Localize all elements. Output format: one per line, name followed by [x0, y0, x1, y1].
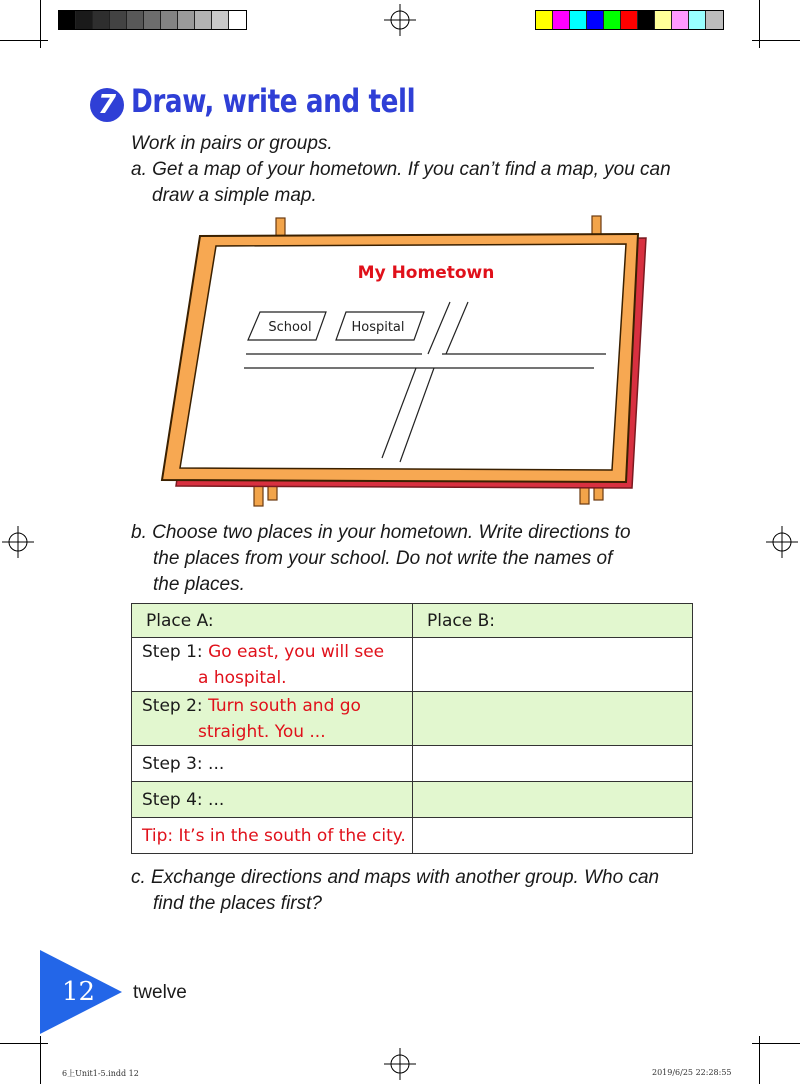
step-2-text-line1: Turn south and go — [208, 695, 361, 716]
color-swatch — [638, 11, 655, 29]
grayscale-color-bar — [58, 10, 247, 30]
color-swatch — [229, 11, 246, 29]
color-swatch — [604, 11, 621, 29]
color-swatch — [93, 11, 110, 29]
part-b-line3: the places. — [153, 574, 245, 595]
step-3-cell: Step 3: ... — [132, 746, 413, 782]
color-swatch — [689, 11, 706, 29]
tip-cell: Tip: It’s in the south of the city. — [132, 818, 413, 854]
part-b-line2: the places from your school. Do not write the names of — [153, 548, 613, 569]
color-swatch — [672, 11, 689, 29]
slug-timestamp: 2019/6/25 22:28:55 — [652, 1068, 732, 1077]
place-b-tip-cell[interactable] — [413, 818, 693, 854]
place-b-step-4-cell[interactable] — [413, 782, 693, 818]
step-2-cell — [132, 692, 413, 746]
color-swatch — [127, 11, 144, 29]
table-row — [132, 692, 693, 746]
school-label: School — [268, 320, 312, 335]
hometown-map-illustration — [150, 212, 660, 514]
table-row — [132, 782, 693, 818]
part-b-line1: b. Choose two places in your hometown. Write directions to — [131, 522, 631, 543]
step-1-text-line1: Go east, you will see — [208, 641, 385, 662]
step-4-cell: Step 4: ... — [132, 782, 413, 818]
step-label: Step 1: — [142, 641, 209, 662]
step-1-text-line2: a hospital. — [198, 667, 287, 688]
color-swatch — [587, 11, 604, 29]
place-b-step-3-cell[interactable] — [413, 746, 693, 782]
color-swatch — [553, 11, 570, 29]
place-b-header: Place B: — [413, 604, 693, 638]
color-swatch — [76, 11, 93, 29]
color-swatch — [110, 11, 127, 29]
table-header-row — [132, 604, 693, 638]
color-swatch — [161, 11, 178, 29]
part-c-line1: c. Exchange directions and maps with another group. Who can — [131, 867, 660, 888]
intro-text: Work in pairs or groups. — [131, 133, 333, 154]
step-label: Step 2: — [142, 695, 209, 716]
color-swatch — [59, 11, 76, 29]
step-2-text-line2: straight. You ... — [198, 721, 326, 742]
table-row — [132, 638, 693, 692]
exercise-number-badge: 7 — [90, 88, 124, 122]
color-swatch — [212, 11, 229, 29]
table-row — [132, 818, 693, 854]
color-swatch — [536, 11, 553, 29]
place-a-header: Place A: — [132, 604, 413, 638]
hospital-label: Hospital — [351, 320, 405, 335]
color-swatch — [178, 11, 195, 29]
place-b-step-2-cell[interactable] — [413, 692, 693, 746]
step-1-cell — [132, 638, 413, 692]
page-number: 12 — [62, 977, 96, 1007]
part-c-line2: find the places first? — [153, 893, 322, 914]
process-color-bar — [535, 10, 724, 30]
part-a-line2: draw a simple map. — [152, 185, 317, 206]
color-swatch — [570, 11, 587, 29]
color-swatch — [621, 11, 638, 29]
slug-filename: 6上Unit1-5.indd 12 — [62, 1069, 139, 1078]
place-b-step-1-cell[interactable] — [413, 638, 693, 692]
color-swatch — [144, 11, 161, 29]
part-a-line1: a. Get a map of your hometown. If you can’t find a map, you can — [131, 159, 671, 180]
map-title: My Hometown — [357, 263, 495, 283]
color-swatch — [195, 11, 212, 29]
table-row — [132, 746, 693, 782]
color-swatch — [655, 11, 672, 29]
page-number-word: twelve — [133, 982, 187, 1003]
exercise-title: Draw, write and tell — [131, 82, 416, 120]
color-swatch — [706, 11, 723, 29]
directions-table — [131, 603, 693, 854]
